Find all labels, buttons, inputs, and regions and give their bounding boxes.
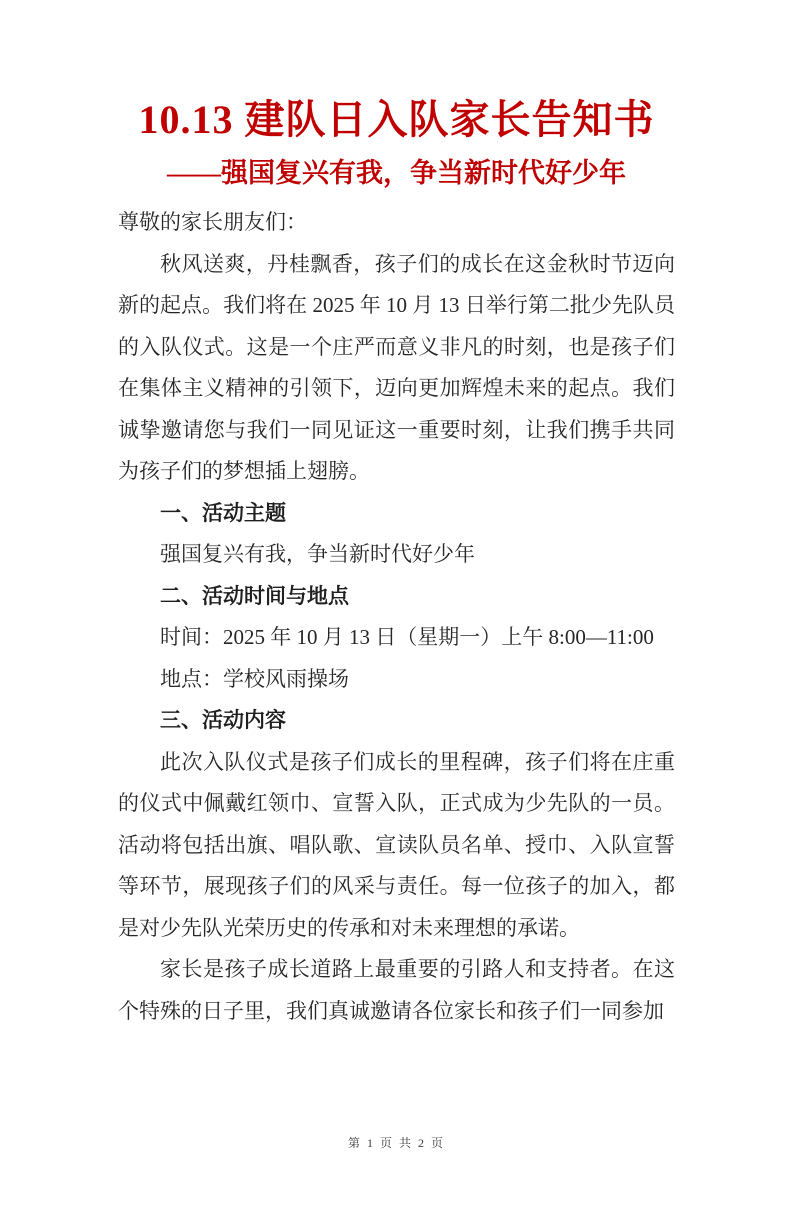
page-number-footer: 第 1 页 共 2 页	[347, 1136, 445, 1150]
document-body	[118, 202, 675, 1032]
document-subtitle: ——强国复兴有我，争当新时代好少年	[167, 158, 626, 188]
section-theme-paragraph: 强国复兴有我，争当新时代好少年	[160, 542, 475, 566]
section-heading-theme: 一、活动主题	[160, 500, 286, 525]
event-place: 地点：学校风雨操场	[160, 666, 349, 691]
document-title: 10.13 建队日入队家长告知书	[138, 97, 655, 142]
section-heading-time-place: 二、活动时间与地点	[160, 583, 349, 608]
section-heading-activity: 三、活动内容	[160, 708, 286, 732]
salutation: 尊敬的家长朋友们：	[118, 210, 307, 234]
parents-paragraph: 家长是孩子成长道路上最重要的引路人和支持者。在这个特殊的日子里，我们真诚邀请各位家长和孩子们一同参加	[118, 957, 675, 1023]
activity-paragraph: 此次入队仪式是孩子们成长的里程碑，孩子们将在庄重的仪式中佩戴红领巾、宣誓入队，正式成为少先队的一员。活动将包括出旗、唱队歌、宣读队员名单、授巾、入队宣誓等环节，展现孩子们的风采与责任。每一位孩子的加入，都是对少先队光荣历史的传承和对未来理想的承诺。	[118, 749, 675, 940]
document-content	[0, 94, 793, 1032]
intro-paragraph: 秋风送爽，丹桂飘香，孩子们的成长在这金秋时节迈向新的起点。我们将在 2025 年 10 月 13 日举行第二批少先队员的入队仪式。这是一个庄严而意义非凡的时刻，也是孩子们在集体主义精神的引领下，迈向更加辉煌未来的起点。我们诚挚邀请您与我们一同见证这一重要时刻，让我们携手共同为孩子们的梦想插上翅膀。	[118, 251, 675, 483]
document-page	[0, 94, 793, 1216]
event-time: 时间：2025 年 10 月 13 日（星期一）上午 8:00—11:00	[160, 625, 654, 649]
